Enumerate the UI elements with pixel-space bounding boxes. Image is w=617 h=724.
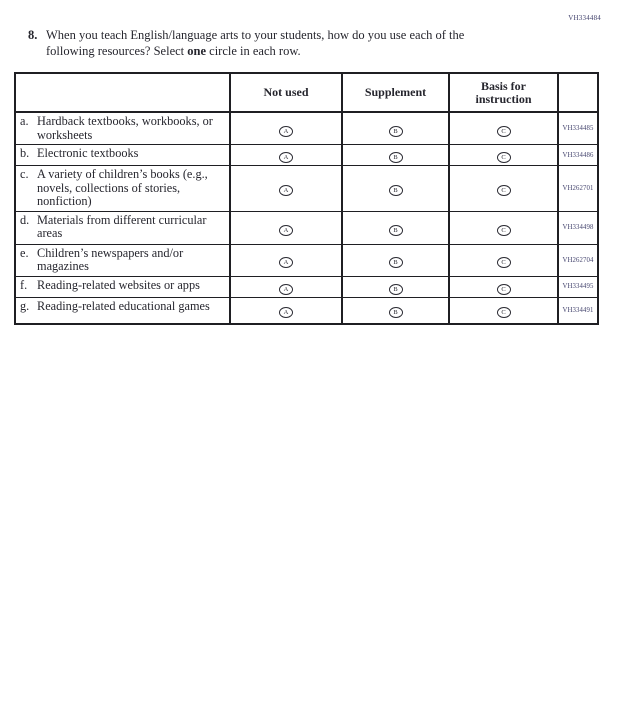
header-empty-label: [15, 73, 230, 112]
response-circle-not-used[interactable]: A: [279, 284, 293, 295]
table-row: [15, 297, 598, 324]
header-empty-code: [558, 73, 598, 112]
item-code: VH334485: [558, 112, 598, 145]
response-circle-not-used[interactable]: A: [279, 307, 293, 318]
question-block: [28, 27, 560, 59]
response-circle-basis-for-instruction[interactable]: C: [497, 185, 511, 196]
table-row: [15, 112, 598, 145]
item-code: VH262704: [558, 244, 598, 276]
header-row: [15, 73, 598, 112]
item-code: VH334486: [558, 145, 598, 166]
row-letter: a.: [20, 114, 29, 128]
resources-usage-table: [14, 72, 599, 325]
item-code: VH334495: [558, 276, 598, 297]
row-letter: d.: [20, 212, 30, 227]
response-circle-basis-for-instruction[interactable]: C: [497, 284, 511, 295]
question-bold-word: one: [187, 44, 207, 58]
row-letter: e.: [20, 245, 29, 260]
response-circle-supplement[interactable]: B: [389, 126, 403, 137]
row-label: A variety of children’s books (e.g., novels, collections of stories, nonfiction): [37, 167, 208, 208]
response-circle-not-used[interactable]: A: [279, 257, 293, 268]
question-line1: When you teach English/language arts to your students, how do you use each of the: [46, 28, 465, 42]
response-circle-supplement[interactable]: B: [389, 185, 403, 196]
question-line2-post: circle in each row.: [206, 44, 301, 58]
response-circle-supplement[interactable]: B: [389, 225, 403, 236]
response-circle-not-used[interactable]: A: [279, 126, 293, 137]
column-header-basis-for-instruction: Basis for instruction: [449, 73, 558, 112]
row-letter: g.: [20, 298, 30, 313]
row-label: Reading-related websites or apps: [37, 277, 200, 292]
response-circle-not-used[interactable]: A: [279, 225, 293, 236]
response-circle-supplement[interactable]: B: [389, 257, 403, 268]
item-code: VH334491: [558, 297, 598, 324]
page-item-code: VH334484: [568, 14, 601, 22]
row-label: Hardback textbooks, workbooks, or worksheets: [37, 114, 213, 142]
column-header-supplement: Supplement: [342, 73, 449, 112]
row-label: Materials from different curricular areas: [37, 212, 207, 240]
response-circle-basis-for-instruction[interactable]: C: [497, 307, 511, 318]
response-circle-basis-for-instruction[interactable]: C: [497, 152, 511, 163]
row-letter: c.: [20, 167, 29, 181]
row-letter: f.: [20, 277, 28, 292]
row-label: Children’s newspapers and/or magazines: [37, 245, 184, 273]
response-circle-basis-for-instruction[interactable]: C: [497, 126, 511, 137]
response-circle-supplement[interactable]: B: [389, 307, 403, 318]
question-number: 8.: [28, 28, 38, 42]
response-circle-supplement[interactable]: B: [389, 152, 403, 163]
question-line2-pre: following resources? Select: [46, 44, 188, 58]
response-circle-basis-for-instruction[interactable]: C: [497, 225, 511, 236]
table-row: [15, 244, 598, 276]
response-circle-supplement[interactable]: B: [389, 284, 403, 295]
column-header-not-used: Not used: [230, 73, 342, 112]
response-circle-basis-for-instruction[interactable]: C: [497, 257, 511, 268]
row-letter: b.: [20, 146, 30, 160]
row-label: Electronic textbooks: [37, 146, 139, 160]
table-row: [15, 276, 598, 297]
response-circle-not-used[interactable]: A: [279, 185, 293, 196]
item-code: VH262701: [558, 166, 598, 212]
response-circle-not-used[interactable]: A: [279, 152, 293, 163]
table-row: [15, 166, 598, 212]
table-row: [15, 145, 598, 166]
question-text: [46, 27, 464, 59]
table-row: [15, 211, 598, 244]
row-label: Reading-related educational games: [37, 298, 210, 313]
item-code: VH334498: [558, 211, 598, 244]
